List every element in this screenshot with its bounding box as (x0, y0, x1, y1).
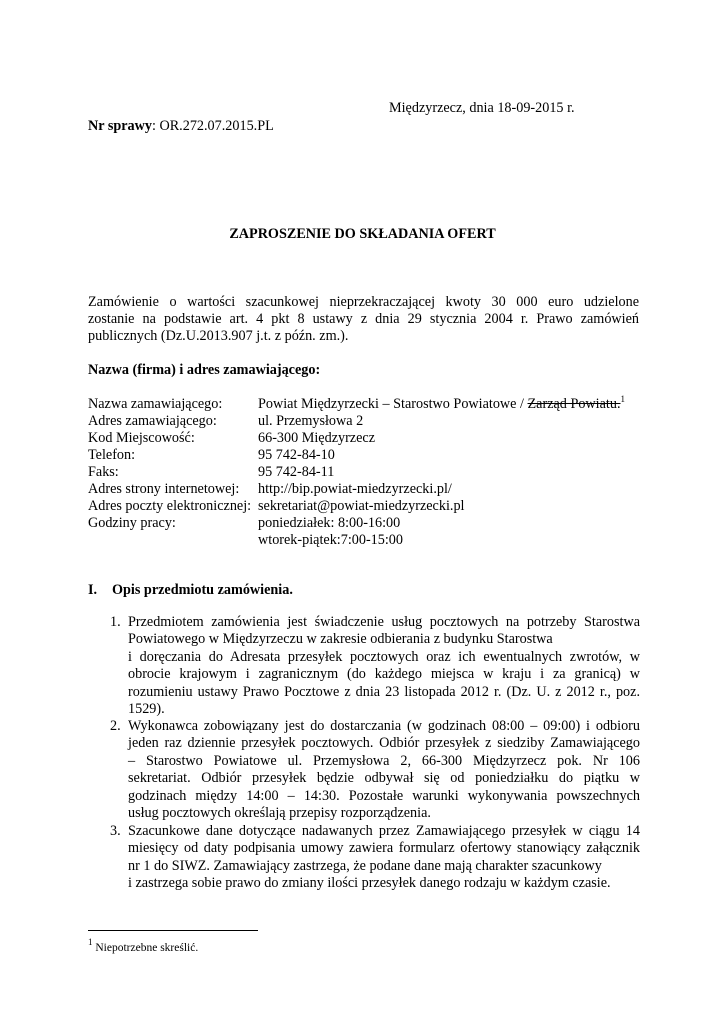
footnote-ref: 1 (620, 394, 625, 404)
list-item-line: Przedmiotem zamówienia jest świadczenie usług pocztowych na potrzeby Starostwa (128, 614, 640, 630)
footnote-text: Niepotrzebne skreślić. (92, 942, 199, 954)
section-number: I. (88, 582, 98, 598)
intro-line: publicznych (Dz.U.2013.907 j.t. z późn. zm.). (88, 328, 349, 344)
list-item-line: Powiatowego w Międzyrzeczu w zakresie odbierania z budynku Starostwa (128, 631, 553, 648)
list-item-line: obrocie krajowym i zagranicznym (do każdego miejsca w kraju i za granicą) w (128, 666, 640, 683)
buyer-label: Nazwa zamawiającego: (88, 396, 223, 412)
buyer-value (258, 396, 625, 413)
list-item-line: 1529). (128, 700, 165, 717)
struck-text: Zarząd Powiatu. (527, 396, 621, 412)
website-link[interactable]: http://bip.powiat-miedzyrzecki.pl/ (258, 481, 452, 497)
case-number-label: Nr sprawy (88, 118, 152, 134)
list-item-number: 3. (110, 823, 121, 839)
buyer-label: Adres strony internetowej: (88, 481, 240, 497)
buyer-value: ul. Przemysłowa 2 (258, 413, 364, 429)
footnote (88, 937, 199, 955)
list-item-number: 2. (110, 718, 121, 734)
list-item-line: i zastrzega sobie prawo do zmiany ilości przesyłek danego rodzaju w każdym czasie. (128, 875, 611, 892)
buyer-row-website (88, 481, 688, 498)
buyer-label: Kod Miejscowość: (88, 430, 195, 446)
list-item (110, 614, 640, 718)
buyer-heading: Nazwa (firma) i adres zamawiającego: (88, 362, 321, 378)
buyer-value: 66-300 Międzyrzecz (258, 430, 375, 446)
buyer-value: wtorek-piątek:7:00-15:00 (258, 532, 403, 548)
buyer-row-address (88, 413, 688, 430)
list-item-line: miesięcy od daty podpisania umowy zawiera formularz ofertowy stanowiący załącznik (128, 840, 640, 857)
email-link[interactable]: sekretariat@powiat-miedzyrzecki.pl (258, 498, 465, 514)
buyer-label: Faks: (88, 464, 119, 480)
place-date: Międzyrzecz, dnia 18-09-2015 r. (389, 100, 575, 116)
list-item-line: nr 1 do SIWZ. Zamawiający zastrzega, że podane dane mają charakter szacunkowy (128, 857, 602, 874)
list-item-number: 1. (110, 614, 121, 630)
list-item-line: i doręczania do Adresata przesyłek pocztowych oraz ich ewentualnych zwrotów, w (128, 648, 640, 665)
list-item-line: jeden raz dziennie przesyłek pocztowych. Odbiór przesyłek z siedziby Zamawiającego (128, 735, 640, 752)
list-item-line: sekretariat. Odbiór przesyłek będzie odbywał się od poniedziałku do piątku w (128, 770, 640, 787)
buyer-label: Godziny pracy: (88, 515, 176, 531)
buyer-row-hours-2 (88, 532, 688, 549)
list-item-line: Wykonawca zobowiązany jest do dostarczania (w godzinach 08:00 – 09:00) i odbioru (128, 718, 640, 734)
buyer-value-text: Powiat Międzyrzecki – Starostwo Powiatowe / (258, 396, 528, 412)
buyer-row-email (88, 498, 688, 515)
list-item-line: – Starostwo Powiatowe ul. Przemysłowa 2, 66-300 Międzyrzecz pok. Nr 106 (128, 752, 640, 769)
case-number (88, 118, 274, 135)
list-item-line: Szacunkowe dane dotyczące nadawanych przez Zamawiającego przesyłek w ciągu 14 (128, 823, 640, 839)
intro-line: zostanie na podstawie art. 4 pkt 8 ustawy z dnia 29 stycznia 2004 r. Prawo zamówień (88, 311, 639, 327)
buyer-row-hours (88, 515, 688, 532)
buyer-value: poniedziałek: 8:00-16:00 (258, 515, 401, 531)
case-number-value: : OR.272.07.2015.PL (151, 118, 274, 134)
list-item-line: godzinach między 14:00 – 14:30. Pozostałe warunki wykonywania powszechnych (128, 787, 640, 804)
buyer-label: Adres poczty elektronicznej: (88, 498, 252, 514)
buyer-row-phone (88, 447, 688, 464)
buyer-row-name (88, 396, 688, 413)
list-item-line: usług pocztowych określają przepisy rozporządzenia. (128, 804, 431, 821)
list-item (110, 823, 640, 893)
footnote-mark: 1 (88, 937, 93, 947)
document-title: ZAPROSZENIE DO SKŁADANIA OFERT (229, 226, 496, 242)
buyer-label: Telefon: (88, 447, 136, 463)
list-item-line: rozumieniu ustawy Prawo Pocztowe z dnia 23 listopada 2012 r. (Dz. U. z 2012 r., poz. (128, 683, 640, 700)
list-item (110, 718, 640, 822)
footnote-separator (88, 930, 258, 931)
buyer-value: 95 742-84-11 (258, 464, 335, 480)
buyer-value: 95 742-84-10 (258, 447, 335, 463)
buyer-row-fax (88, 464, 688, 481)
buyer-label: Adres zamawiającego: (88, 413, 217, 429)
section-heading: Opis przedmiotu zamówienia. (112, 582, 293, 598)
intro-line: Zamówienie o wartości szacunkowej nieprzekraczającej kwoty 30 000 euro udzielone (88, 294, 639, 310)
buyer-row-postcode (88, 430, 688, 447)
